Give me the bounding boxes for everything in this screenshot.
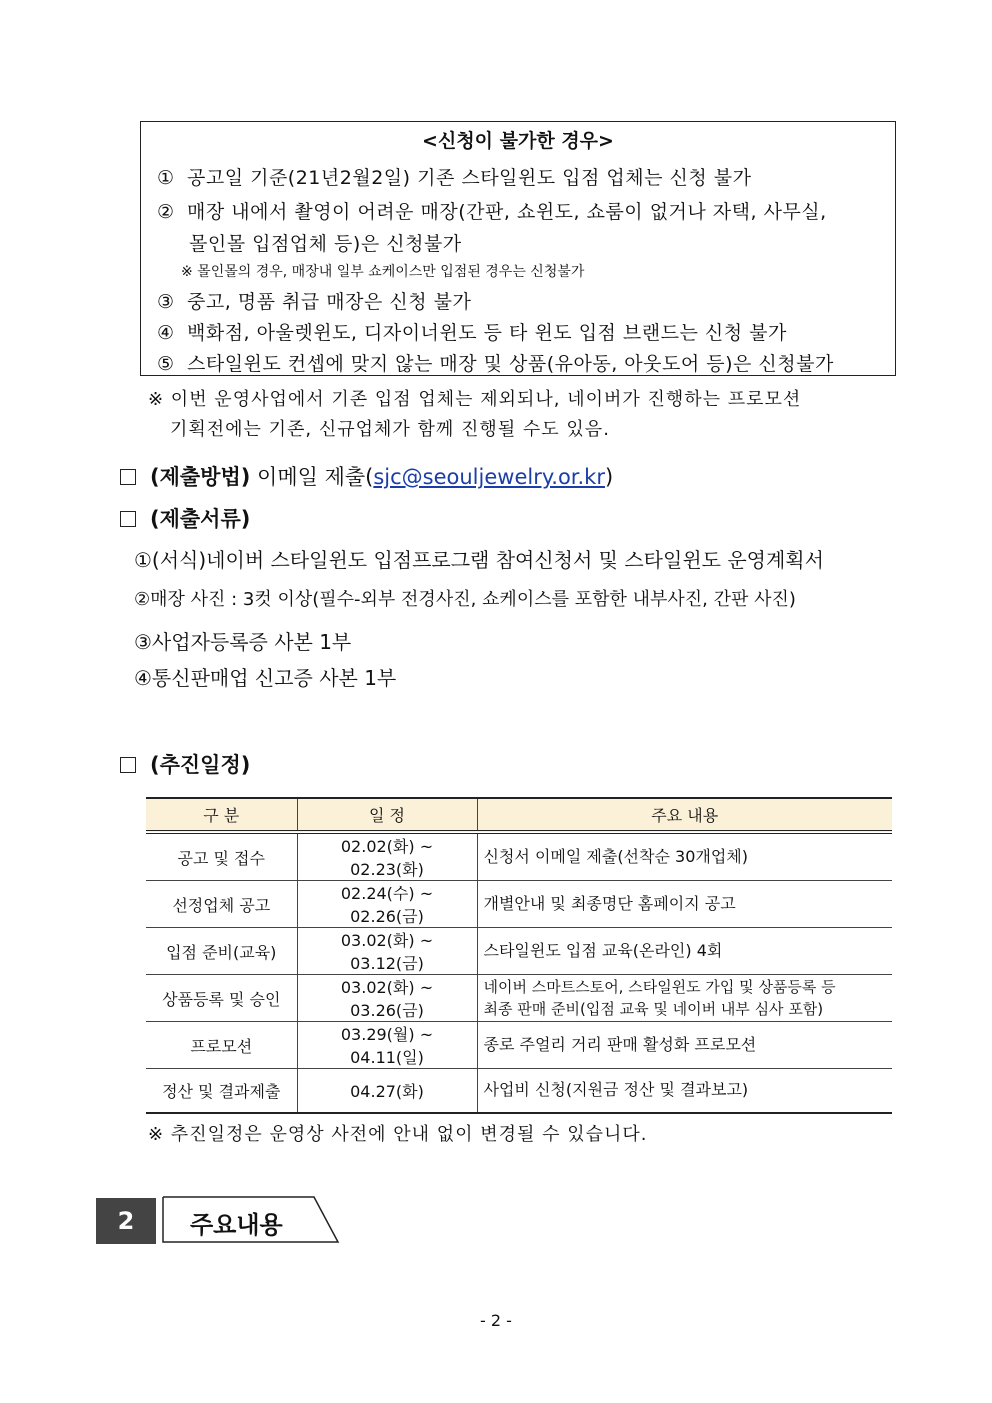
row-period: 02.02(화) ~ 02.23(화) (297, 832, 477, 881)
schedule-note: ※ 추진일정은 운영상 사전에 안내 없이 변경될 수 있습니다. (148, 1124, 648, 1145)
row-category: 프로모션 (146, 1022, 297, 1069)
row-category: 공고 및 접수 (146, 832, 297, 881)
row-content: 개별안내 및 최종명단 홈페이지 공고 (477, 881, 892, 928)
email-link[interactable]: sjc@seouljewelry.or.kr (373, 465, 605, 489)
row-period: 03.02(화) ~ 03.26(금) (297, 975, 477, 1022)
section-title: 주요내용 (190, 1211, 283, 1239)
row-content: 네이버 스마트스토어, 스타일윈도 가입 및 상품등록 등 최종 판매 준비(입점 교육 및 네이버 내부 심사 포함) (477, 975, 892, 1022)
doc-item-1: ①(서식)네이버 스타일윈도 입점프로그램 참여신청서 및 스타일윈도 운영계획서 (134, 548, 824, 572)
header-content: 주요 내용 (477, 798, 892, 832)
submit-docs-heading: (제출서류) (120, 503, 250, 533)
ineligible-item-2: ② 매장 내에서 촬영이 어려운 매장(간판, 쇼윈도, 쇼룸이 없거나 자택, 사무실, (157, 201, 827, 223)
table-header-row (146, 798, 892, 832)
table-row (146, 928, 892, 975)
row-category: 입점 준비(교육) (146, 928, 297, 975)
row-content: 스타일윈도 입점 교육(온라인) 4회 (477, 928, 892, 975)
ineligible-item-2-cont: 몰인몰 입점업체 등)은 신청불가 (189, 233, 462, 255)
submit-method-heading: (제출방법) 이메일 제출(sjc@seouljewelry.or.kr) (120, 461, 613, 491)
row-content: 종로 주얼리 거리 판매 활성화 프로모션 (477, 1022, 892, 1069)
ineligible-item-4: ④ 백화점, 아울렛윈도, 디자이너윈도 등 타 윈도 입점 브랜드는 신청 불가 (157, 322, 787, 344)
schedule-table (146, 797, 892, 1114)
ineligible-item-3: ③ 중고, 명품 취급 매장은 신청 불가 (157, 291, 472, 313)
doc-item-2: ②매장 사진 : 3컷 이상(필수-외부 전경사진, 쇼케이스를 포함한 내부사진, 간판 사진) (134, 589, 796, 610)
row-period: 04.27(화) (297, 1069, 477, 1113)
row-period: 03.02(화) ~ 03.12(금) (297, 928, 477, 975)
box-title: <신청이 불가한 경우> (422, 130, 614, 152)
row-content: 사업비 신청(지원금 정산 및 결과보고) (477, 1069, 892, 1113)
table-row (146, 832, 892, 881)
row-category: 정산 및 결과제출 (146, 1069, 297, 1113)
ineligible-item-1: ① 공고일 기준(21년2월2일) 기존 스타일윈도 입점 업체는 신청 불가 (157, 167, 752, 189)
table-row (146, 1022, 892, 1069)
table-row (146, 975, 892, 1022)
header-category: 구 분 (146, 798, 297, 832)
note-existing-vendors-cont: 기획전에는 기존, 신규업체가 함께 진행될 수도 있음. (170, 419, 610, 440)
table-row (146, 1069, 892, 1113)
row-category: 상품등록 및 승인 (146, 975, 297, 1022)
row-period: 02.24(수) ~ 02.26(금) (297, 881, 477, 928)
section-number-badge: 2 (96, 1198, 156, 1244)
header-period: 일 정 (297, 798, 477, 832)
checkbox-icon (120, 469, 136, 485)
ineligible-item-5: ⑤ 스타일윈도 컨셉에 맞지 않는 매장 및 상품(유아동, 아웃도어 등)은 신청불가 (157, 353, 834, 375)
row-period: 03.29(월) ~ 04.11(일) (297, 1022, 477, 1069)
page-number: - 2 - (480, 1311, 512, 1330)
row-content: 신청서 이메일 제출(선착순 30개업체) (477, 832, 892, 881)
ineligible-cases-box (140, 121, 896, 376)
doc-item-4: ④통신판매업 신고증 사본 1부 (134, 666, 397, 690)
doc-item-3: ③사업자등록증 사본 1부 (134, 630, 352, 654)
checkbox-icon (120, 757, 136, 773)
checkbox-icon (120, 511, 136, 527)
ineligible-item-2-sub: ※ 몰인몰의 경우, 매장내 일부 쇼케이스만 입점된 경우는 신청불가 (181, 264, 585, 280)
note-existing-vendors: ※ 이번 운영사업에서 기존 입점 업체는 제외되나, 네이버가 진행하는 프로모션 (148, 389, 802, 410)
schedule-heading: (추진일정) (120, 749, 250, 779)
table-row (146, 881, 892, 928)
row-category: 선정업체 공고 (146, 881, 297, 928)
